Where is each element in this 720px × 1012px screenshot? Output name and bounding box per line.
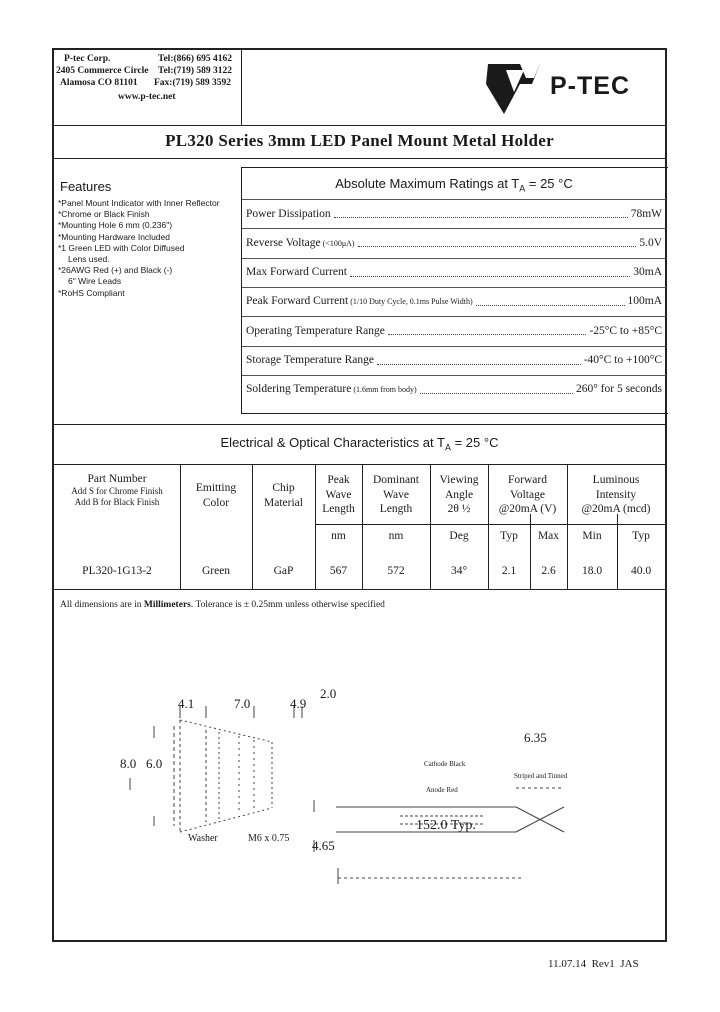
rating-value: -25°C to +85°C [589,324,662,337]
feature-item: *26AWG Red (+) and Black (-) [58,265,173,276]
row-peak: 567 [329,565,348,577]
dim-7-0: 7.0 [234,696,251,711]
anode-label: Anode Red [426,786,458,794]
rating-value: 100mA [627,295,662,308]
leader-dots [350,268,630,277]
viewing-angle-header: Viewing Angle 2θ ½ [439,474,479,515]
leader-dots [420,385,573,394]
feature-item: *RoHS Compliant [58,287,125,298]
row-vf-max: 2.6 [541,565,556,577]
rating-label [246,237,355,249]
ratings-heading-text: Absolute Maximum Ratings at T [335,176,520,191]
company-fax: Fax:(719) 589 3592 [154,78,232,88]
unit-peak: nm [331,530,346,542]
dimension-note [60,600,385,610]
leader-dots [388,326,587,335]
rating-label [246,208,331,220]
ratings-heading-tail: = 25 °C [525,176,573,191]
rating-row [242,346,666,374]
rating-label [246,354,374,366]
rating-label-text: Operating Temperature Range [246,324,385,337]
unit-iv-min: Min [582,530,602,542]
company-tel: Tel:(866) 695 4162 [158,54,233,64]
leader-dots [476,297,625,306]
dimension-drawing [54,686,665,890]
rating-label [246,266,347,278]
unit-vf-typ: Typ [500,530,518,542]
company-name: P-tec Corp. [64,54,111,64]
row-iv-min: 18.0 [581,565,603,577]
leader-dots [358,238,637,247]
feature-item: *1 Green LED with Color Diffused [58,242,185,253]
divider [54,158,665,159]
rating-label-text: Peak Forward Current [246,295,349,308]
row-part: PL320-1G13-2 [82,565,152,577]
dim-4-9: 4.9 [290,696,307,711]
unit-viewing: Deg [449,530,469,542]
washer-label: Washer [188,833,218,844]
rating-row [242,375,666,403]
cathode-label: Cathode Black [424,760,466,768]
company-street: 2405 Commerce Circle [56,66,149,76]
rating-value: 5.0V [639,236,662,249]
rating-value: 78mW [630,207,662,220]
electrical-heading-text: Electrical & Optical Characteristics at T [220,435,445,450]
row-viewing: 34° [450,565,468,577]
row-vf-typ: 2.1 [501,565,517,577]
electrical-table [54,464,665,592]
rating-label-text: Storage Temperature Range [246,354,374,366]
feature-item: *Mounting Hole 6 mm (0.236") [58,220,173,231]
rating-label [246,325,385,337]
row-color: Green [201,565,231,577]
header-divider [241,50,242,125]
row-dominant: 572 [387,565,405,577]
peak-wave-header: Peak Wave Length [322,474,355,515]
ptec-logo [484,56,664,118]
feature-item: *Chrome or Black Finish [58,209,150,220]
dim-8-0: 8.0 [120,756,137,771]
rating-label-note: (<100μA) [320,238,355,248]
feature-item: Lens used. [68,254,110,265]
page-frame [52,48,667,942]
features-list [58,198,238,299]
chip-material-header: Chip Material [264,482,303,509]
dim-6-35: 6.35 [524,730,547,745]
dim-4-65: 4.65 [312,838,335,853]
leader-dots [334,209,628,218]
rating-row [242,258,666,286]
feature-item: 6" Wire Leads [68,276,122,287]
rating-value: -40°C to +100°C [583,354,662,366]
part-number-note2: Add B for Black Finish [74,497,160,507]
features-heading: Features [60,179,112,194]
note-suffix: . Tolerance is ± 0.25mm unless otherwise specified [190,600,385,610]
rating-row [242,287,666,315]
rating-label-note: (1/10 Duty Cycle, 0.1ms Pulse Width) [348,297,473,307]
stripped-label: Striped and Tinned [514,772,568,780]
thread-label: M6 x 0.75 [248,833,290,844]
dim-2-0: 2.0 [320,686,337,701]
luminous-intensity-header: Luminous Intensity @20mA (mcd) [581,474,651,515]
forward-voltage-header: Forward Voltage @20mA (V) [498,474,557,515]
ratings-heading-sub: A [519,183,526,194]
rating-row [242,316,666,344]
dim-6-0: 6.0 [146,756,163,771]
feature-item: *Panel Mount Indicator with Inner Reflector [58,198,220,208]
ratings-heading [242,176,666,194]
electrical-heading [54,435,665,453]
rating-label [246,383,417,395]
company-tel2: Tel:(719) 589 3122 [158,66,233,76]
dim-4-1: 4.1 [178,696,195,711]
emitting-color-header: Emitting Color [195,482,237,509]
rating-label-note: (1.6mm from body) [351,385,417,395]
unit-vf-max: Max [537,530,560,542]
company-website: www.p-tec.net [118,92,176,102]
page-title: PL320 Series 3mm LED Panel Mount Metal Holder [165,131,554,150]
part-number-header: Part Number [87,473,147,485]
rating-label-text: Reverse Voltage [246,236,321,249]
electrical-heading-tail: = 25 °C [450,435,499,450]
rating-label-text: Max Forward Current [246,266,347,279]
rating-label-text: Soldering Temperature [246,383,352,396]
revision-label: 11.07.14 Rev1 JAS [548,958,639,970]
divider [54,424,665,425]
row-iv-typ: 40.0 [630,565,652,577]
dominant-wave-header: Dominant Wave Length [373,474,419,515]
unit-iv-typ: Typ [632,530,650,542]
rating-label [246,295,473,307]
rating-value: 30mA [633,266,662,279]
logo-text: P-TEC [550,72,630,100]
electrical-heading-sub: A [444,442,451,453]
unit-dominant: nm [388,530,404,542]
feature-item: *Mounting Hardware Included [58,231,170,242]
leader-dots [377,356,581,365]
note-bold: Millimeters [143,600,191,610]
note-prefix: All dimensions are in [60,600,144,610]
ptec-logo-icon [484,56,544,118]
length-label: 152.0 Typ. [416,818,476,833]
rating-label-text: Power Dissipation [246,207,331,220]
rating-value: 260° for 5 seconds [575,383,662,396]
row-chip: GaP [273,565,294,577]
divider [54,125,665,126]
rating-row [242,228,666,256]
rating-row [242,199,666,227]
part-number-note1: Add S for Chrome Finish [71,486,163,496]
drawing-svg [54,690,665,890]
company-city: Alamosa CO 81101 [60,78,138,88]
